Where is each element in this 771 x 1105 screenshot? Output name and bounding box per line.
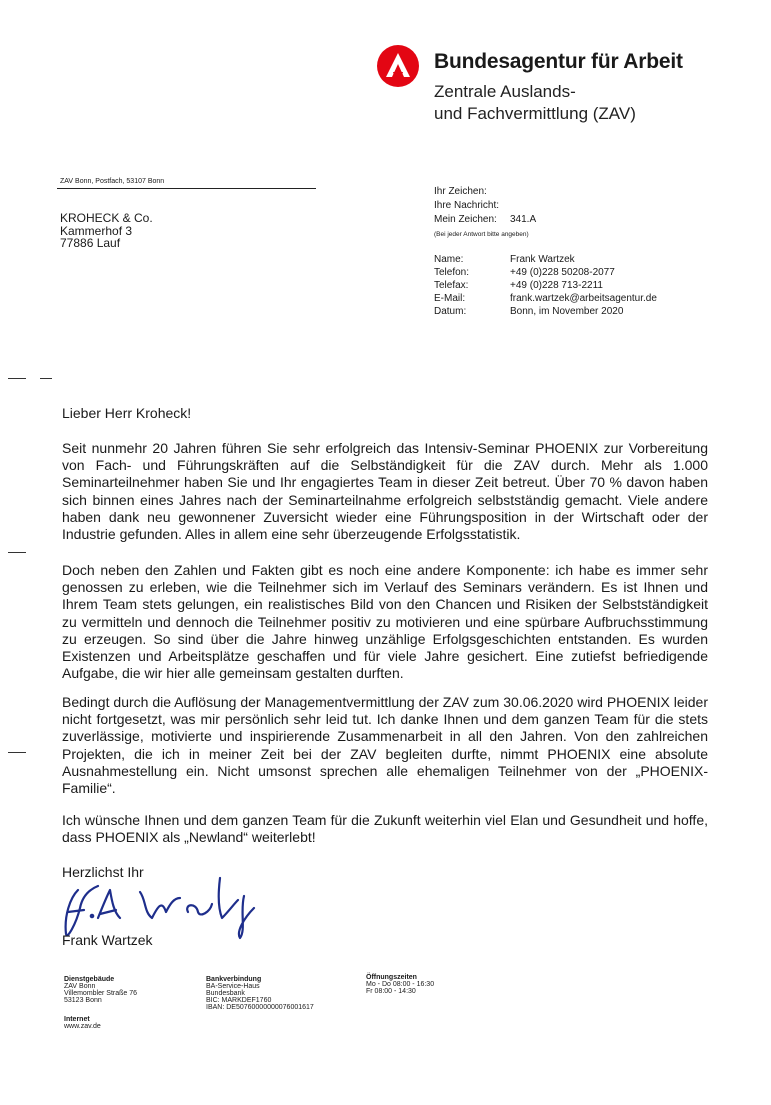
mein-zeichen-label: Mein Zeichen: (434, 214, 497, 225)
internet-heading: Internet (64, 1016, 90, 1023)
body-paragraph-2: Doch neben den Zahlen und Fakten gibt es noch eine andere Komponente: ich habe es immer sehr genossen zu erleben, wie die Teilnehmer sich im Verlauf des Seminars verändern. Es ist Ihnen und Ihrem Team stets gelungen, ein realistisches Bild von den Chancen und Risiken der Selbstständigkeit zu vermitteln und dennoch die Teilnehmer positiv zu motivieren und eine spürbare Aufbruchsstimmung zu erzeugen. So sind über die Jahre hinweg unzählige Erfolgsgeschichten entstanden. Es wurden Existenzen und Arbeitsplätze geschaffen und für viele Jahre gesichert. Eine zutiefst befriedigende Aufgabe, die wir hier alle gemeinsam gestalten durften. (62, 562, 708, 682)
name-label: Name: (434, 254, 464, 265)
return-address-divider (57, 188, 316, 189)
bank-line1: BA-Service-Haus (206, 983, 260, 990)
email-label: E-Mail: (434, 293, 466, 304)
footer-dienstgebaeude (64, 976, 137, 1030)
bank-line4: IBAN: DE50760000000076001617 (206, 1004, 314, 1011)
salutation: Lieber Herr Kroheck! (62, 405, 192, 421)
telefax-label: Telefax: (434, 280, 469, 291)
dienst-line2: Villemombler Straße 76 (64, 990, 138, 997)
hours-line2: Fr 08:00 - 14:30 (366, 988, 416, 995)
hours-heading: Öffnungszeiten (366, 974, 417, 981)
body-paragraph-3: Bedingt durch die Auflösung der Managementvermittlung der ZAV zum 30.06.2020 wird PHOENIX leider nicht fortgesetzt, was mir persönlich sehr leid tut. Ich danke Ihnen und dem ganzen Team für die stets zuverlässige, motivierte und inspirierende Zusammenarbeit in all den Jahren. Von den zahlreichen Projekten, die ich in meiner Zeit bei der ZAV begleiten durfte, nimmt PHOENIX eine absolute Ausnahmestellung ein. Nicht umsonst sprechen alle ehemaligen Teilnehmer von der „PHOENIX-Familie“. (62, 694, 708, 797)
bank-line2: Bundesbank (206, 990, 245, 997)
return-address: ZAV Bonn, Postfach, 53107 Bonn (60, 178, 165, 185)
recipient-line2: Kammerhof 3 (60, 223, 133, 238)
closing: Herzlichst Ihr (62, 864, 144, 880)
dienst-line1: ZAV Bonn (64, 983, 96, 990)
telefax-value: +49 (0)228 713-2211 (510, 280, 603, 291)
punch-mark (8, 552, 26, 553)
ba-logo-icon (376, 44, 420, 88)
bank-line3: BIC: MARKDEF1760 (206, 997, 272, 1004)
handwritten-signature (40, 868, 270, 940)
ihre-nachricht-label: Ihre Nachricht: (434, 200, 500, 211)
email-value: frank.wartzek@arbeitsagentur.de (510, 293, 657, 304)
datum-value: Bonn, im November 2020 (510, 306, 624, 317)
name-value: Frank Wartzek (510, 254, 575, 265)
recipient-address (60, 212, 153, 250)
fold-mark-bottom (8, 752, 26, 753)
recipient-line3: 77886 Lauf (60, 236, 121, 250)
org-sub-line1: Zentrale Auslands- (434, 82, 576, 101)
body-paragraph-4: Ich wünsche Ihnen und dem ganzen Team für die Zukunft weiterhin viel Elan und Gesundheit und hoffe, dass PHOENIX als „Newland“ weiterlebt! (62, 812, 708, 846)
ihr-zeichen-label: Ihr Zeichen: (434, 186, 487, 197)
org-sub-line2: und Fachvermittlung (ZAV) (434, 104, 636, 123)
mein-zeichen-value: 341.A (510, 214, 537, 225)
fold-mark-top (8, 378, 26, 379)
internet-value: www.zav.de (64, 1023, 101, 1030)
signer-name: Frank Wartzek (62, 932, 153, 948)
dienst-line3: 53123 Bonn (64, 997, 102, 1004)
body-paragraph-1: Seit nunmehr 20 Jahren führen Sie sehr erfolgreich das Intensiv-Seminar PHOENIX zur Vorbereitung von Fach- und Führungskräften auf die Selbständigkeit für die ZAV durch. Mehr als 1.000 Seminarteilnehmer haben Sie und Ihr engagiertes Team in dieser Zeit betreut. Über 70 % davon haben sich binnen eines Jahres nach der Seminarteilnahme erfolgreich selbstständig gemacht. Viele andere haben dank neu gewonnener Zuversicht wieder eine Führungsposition in der Wirtschaft oder der Industrie gefunden. Alles in allem eine sehr überzeugende Erfolgsstatistik. (62, 440, 708, 543)
org-name: Bundesagentur für Arbeit (434, 50, 683, 73)
bank-heading: Bankverbindung (206, 976, 262, 983)
footer-bank (206, 976, 314, 1011)
fold-mark-top-short (40, 378, 52, 379)
hours-line1: Mo - Do 08:00 - 16:30 (366, 981, 435, 988)
dienst-heading: Dienstgebäude (64, 976, 115, 983)
datum-label: Datum: (434, 306, 467, 317)
telefon-label: Telefon: (434, 267, 470, 278)
footer-hours (366, 974, 434, 995)
recipient-line1: KROHECK & Co. (60, 211, 153, 225)
telefon-value: +49 (0)228 50208-2077 (510, 267, 615, 278)
reference-note: (Bei jeder Antwort bitte angeben) (434, 231, 529, 238)
